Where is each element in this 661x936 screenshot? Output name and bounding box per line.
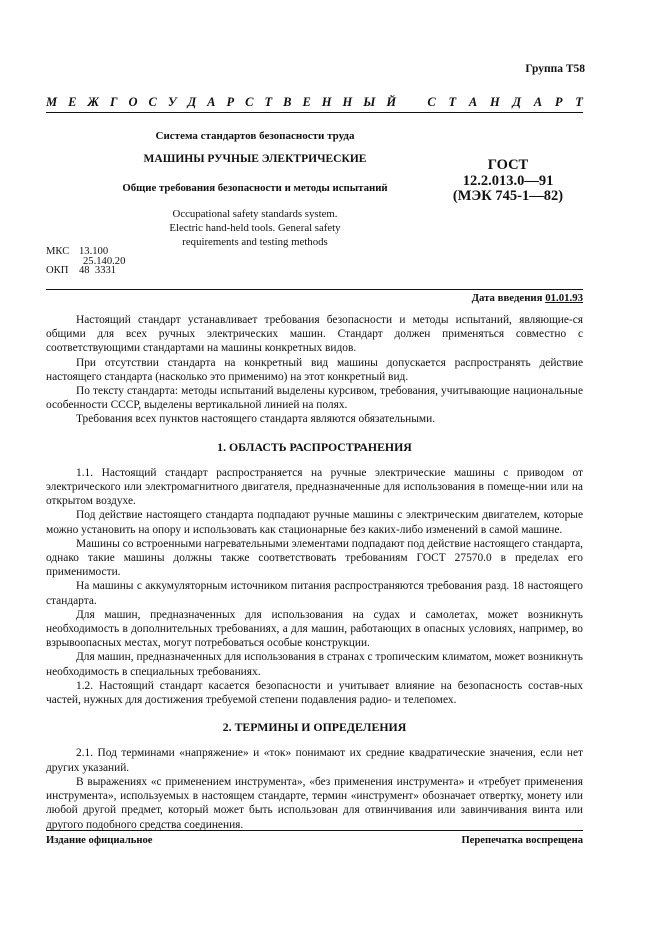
date-value: 01.01.93 [545, 292, 583, 304]
date-label: Дата введения [471, 292, 543, 304]
paragraph: По тексту стандарта: методы испытаний выделены курсивом, требования, учитывающие национальные особенности СССР, выделены вертикальной линией на полях. [46, 385, 583, 412]
mks-value: 25.140.20 [83, 255, 126, 267]
gost-number: 12.2.013.0—91 [462, 172, 554, 189]
official-edition-note: Издание официальное [46, 835, 153, 846]
effective-date [472, 291, 583, 305]
paragraph: В выражениях «с применением инструмента», «без применения инструмента» и «требует применения инструмента», используемых в настоящем стандарте, термин «инструмент» обозначает отвертку, монету или любой другой предмет, который может быть использован для отвинчивания или завинчивания винта или другого подобного средства соединения. [46, 775, 583, 831]
system-title: Система стандартов безопасности труда [155, 130, 355, 142]
paragraph: Под действие настоящего стандарта подпадают ручные машины с электрическим двигателем, которые можно установить на опору и использовать как стационарные без каких-либо изменений в самой машине. [46, 509, 583, 536]
middle-divider [46, 289, 583, 290]
paragraph: 1.1. Настоящий стандарт распространяется на ручные электрические машины с приводом от электрического или электромагнитного двигателя, предназначенные для использования в помеще-нии или на открытом воздухе. [46, 466, 583, 508]
mks-value: 13.100 [79, 246, 109, 257]
page-title: МАШИНЫ РУЧНЫЕ ЭЛЕКТРИЧЕСКИЕ [143, 153, 367, 165]
paragraph: Требования всех пунктов настоящего стандарта являются обязательными. [76, 413, 436, 426]
mks-label: МКС [46, 246, 70, 257]
section-heading: 2. ТЕРМИНЫ И ОПРЕДЕЛЕНИЯ [222, 720, 407, 735]
english-title-line: Electric hand-held tools. General safety [169, 222, 341, 235]
paragraph: Машины со встроенными нагревательными элементами подпадают под действие настоящего стандарта, однако такие машины должны также соответствовать требованиям ГОСТ 27570.0 в пределах его применимости. [46, 537, 583, 579]
paragraph: При отсутствии стандарта на конкретный вид машины допускается распространять действие настоящего стандарта (насколько это применимо) на этот конкретный вид. [46, 356, 583, 383]
iec-number: (МЭК 745-1—82) [452, 188, 564, 204]
group-label: Группа Т58 [525, 63, 585, 75]
page-subtitle: Общие требования безопасности и методы испытаний [122, 182, 388, 194]
bottom-divider [46, 830, 583, 831]
standard-banner [46, 95, 583, 109]
reprint-prohibited-note: Перепечатка воспрещена [461, 835, 583, 846]
okp-value: 48 3331 [79, 265, 117, 277]
paragraph: На машины с аккумуляторным источником питания распространяются требования разд. 18 настоящего стандарта. [46, 580, 583, 607]
okp-label: ОКП [46, 265, 69, 277]
paragraph: Для машин, предназначенных для использования в странах с тропическим климатом, может возникнуть необходимость в специальных требованиях. [46, 651, 583, 678]
english-title-line: Occupational safety standards system. [172, 208, 338, 220]
gost-designation [428, 158, 588, 205]
document-body [46, 313, 583, 832]
banner-right-text: С Т А Н Д А Р Т [427, 95, 583, 109]
paragraph: Для машин, предназначенных для использования на судах и самолетах, может возникнуть необходимость в дополнительных требованиях, а для машин, работающих в опасных условиях, например, во взрывоопасных местах, могут потребоваться особые конструкции. [46, 608, 583, 650]
paragraph: 1.2. Настоящий стандарт касается безопасности и учитывает влияние на безопасность состав-ных частей, нужных для достижения требуемой степени подавления радио- и телепомех. [46, 679, 583, 707]
top-divider [46, 112, 583, 113]
paragraph: Настоящий стандарт устанавливает требования безопасности и методы испытаний, являющие-ся общими для всех ручных электрических машин. Стандарт должен применяться совместно с соответствующими стандартами на машины конкретных видов. [46, 314, 583, 355]
banner-left-text: М Е Ж Г О С У Д А Р С Т В Е Н Н Ы Й [46, 95, 397, 109]
english-title [110, 207, 400, 250]
section-heading: 1. ОБЛАСТЬ РАСПРОСТРАНЕНИЯ [217, 439, 412, 454]
paragraph: 2.1. Под терминами «напряжение» и «ток» понимают их средние квадратические значения, если нет других указаний. [46, 747, 583, 774]
english-title-line: requirements and testing methods [182, 236, 328, 249]
gost-line: ГОСТ [487, 157, 529, 173]
classification-codes [46, 247, 125, 276]
